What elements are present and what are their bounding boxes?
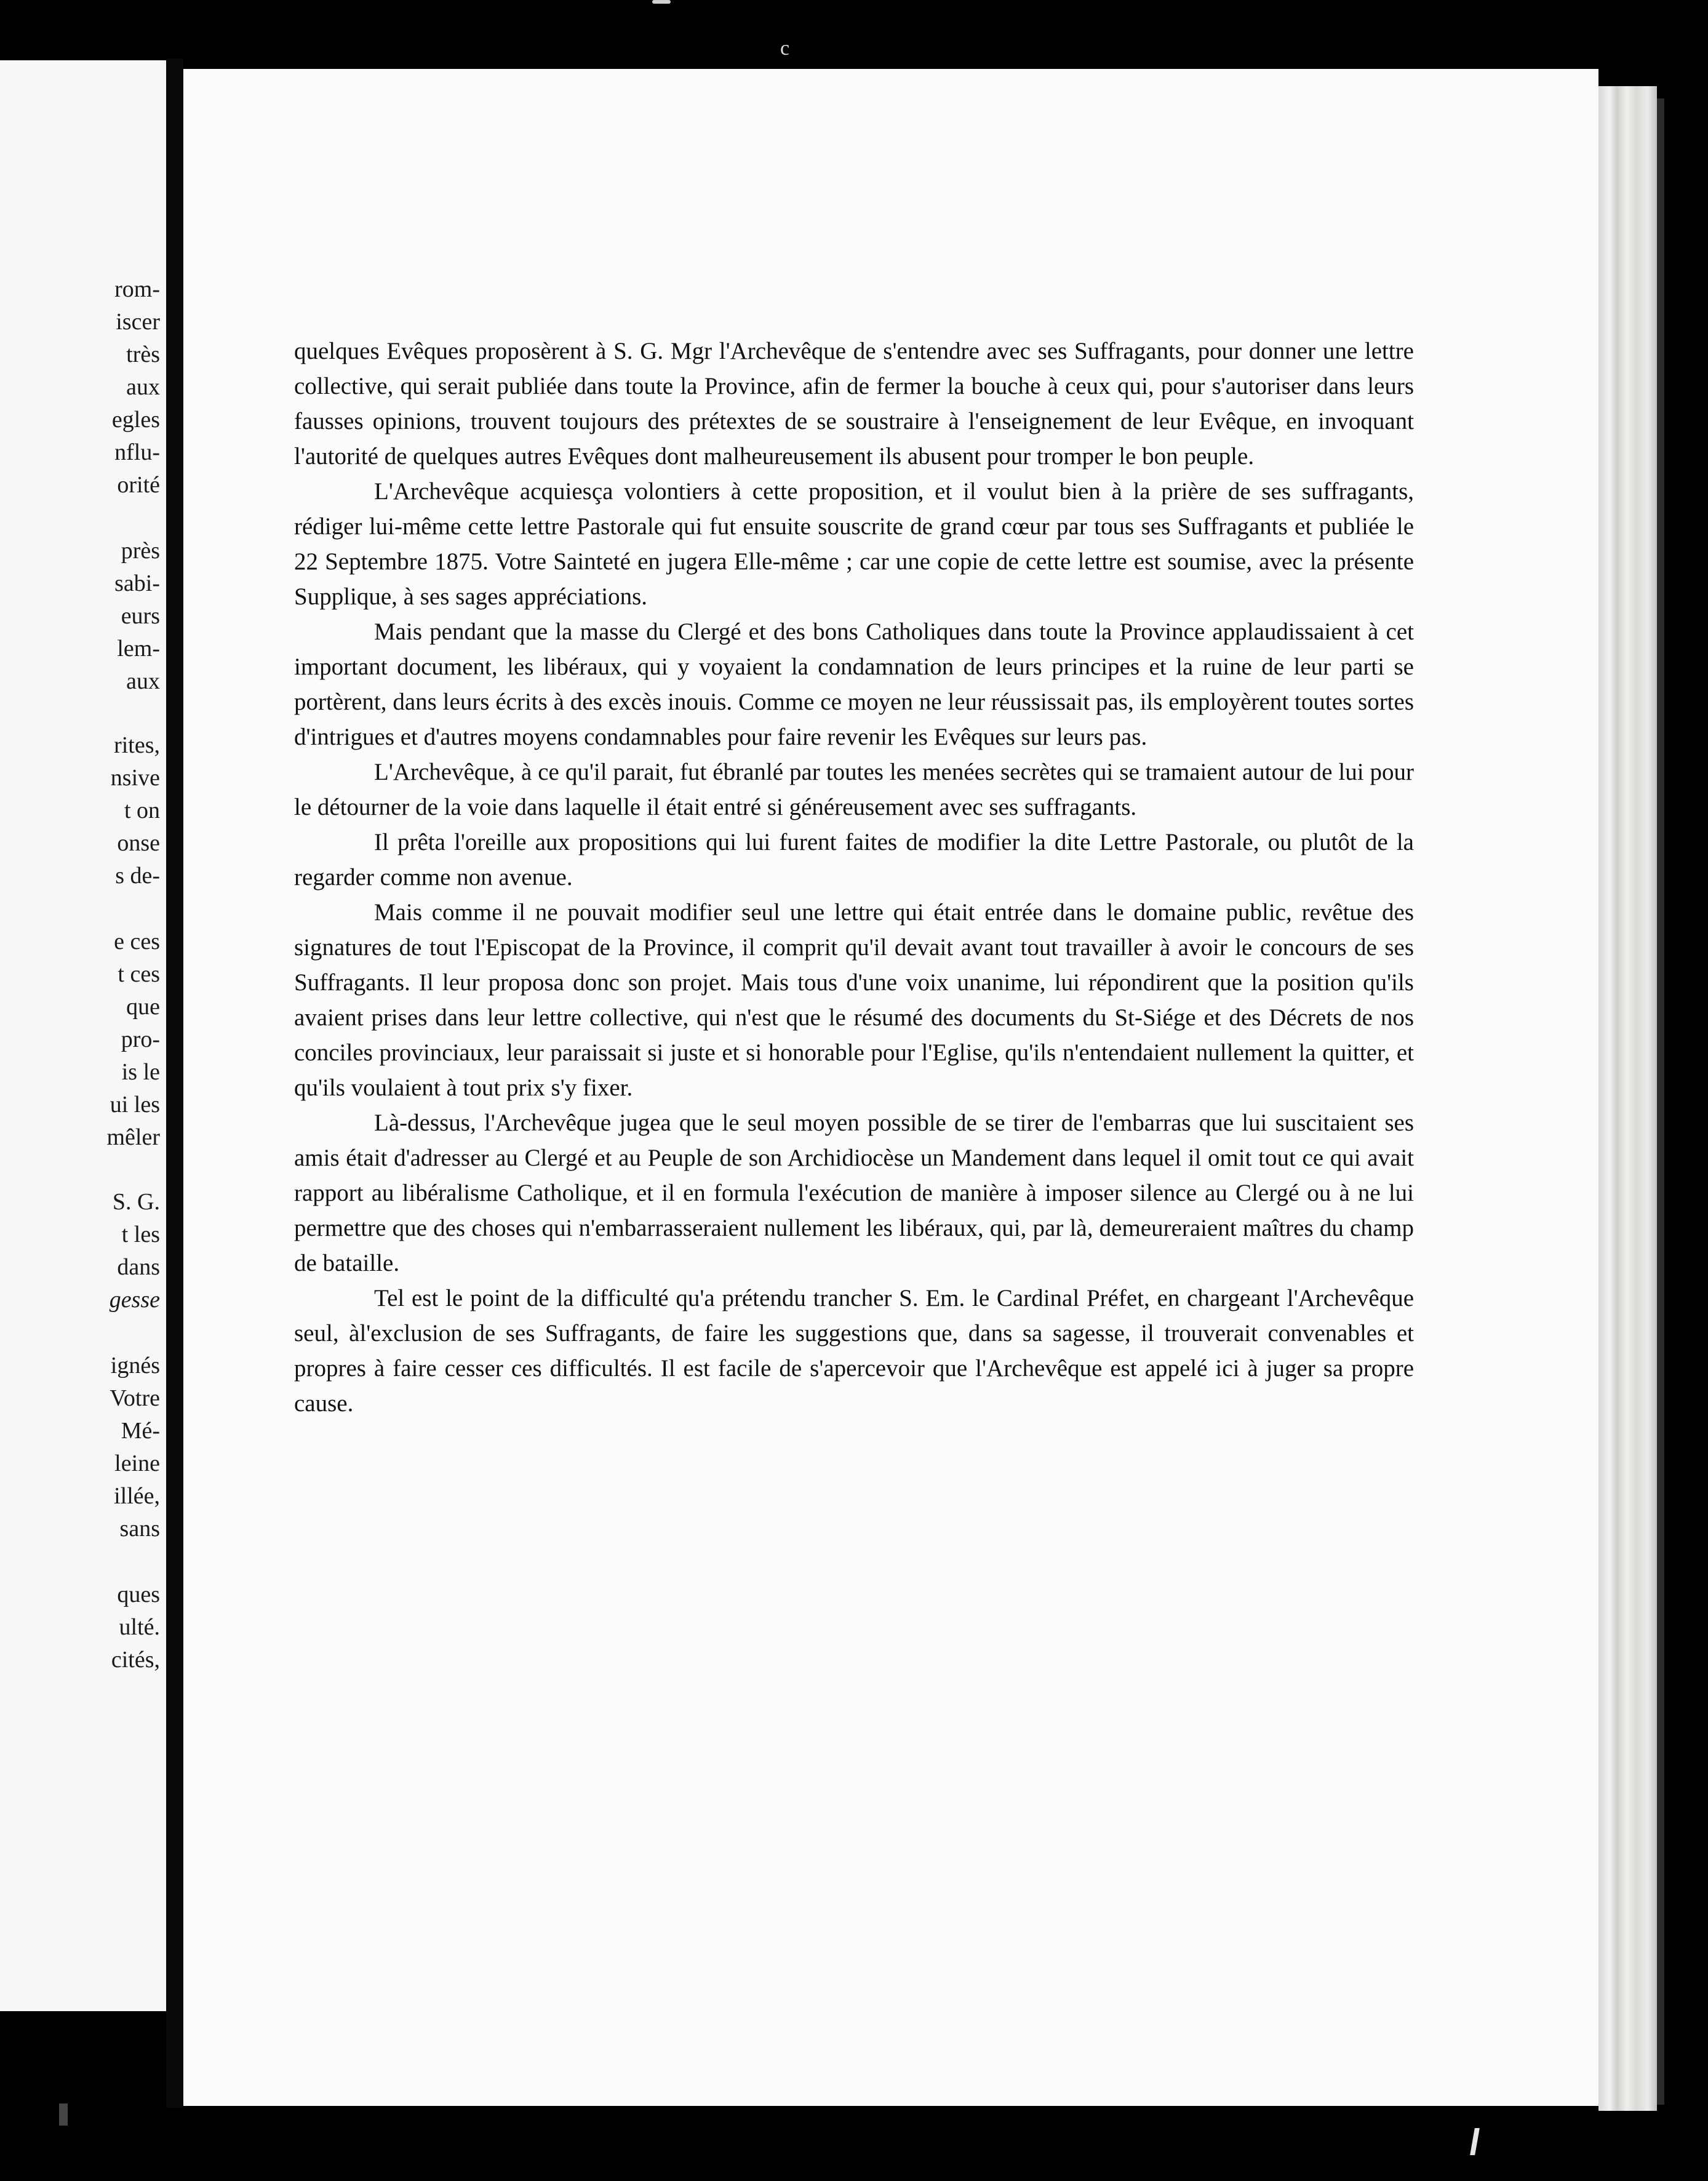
paragraph: Là-dessus, l'Archevêque jugea que le seul moyen possible de se tirer de l'embarras que lui suscitaient ses amis était d'adresser au Clergé et au Peuple de son Archidiocèse un Mandement dans lequel il omit tout ce qui avait rapport au libéralisme Catholique, et il en formula l'exécution de manière à imposer silence au Clergé ou à ne lui permettre que des choses qui n'embarrasseraient nullement les libéraux, qui, par là, demeureraient maîtres du champ de bataille. [294,1110,1414,1276]
left-page-line-fragment: lem- [117,636,160,662]
left-page-line-fragment: leine [114,1451,160,1476]
main-page [183,69,1598,2106]
bottom-margin-mark [1470,2128,1480,2155]
left-page-line-fragment: dans [117,1254,160,1280]
left-page-line-fragment: Mé- [121,1418,160,1444]
left-page-line-fragment: e ces [114,929,160,954]
left-page-line-fragment: is le [121,1059,160,1085]
left-page-line-fragment: gesse [109,1287,160,1313]
left-page-line-fragment: illée, [114,1483,160,1509]
left-page-line-fragment: s de- [115,863,160,889]
left-page-line-fragment: mêler [106,1124,160,1150]
book-gutter [166,58,183,2108]
paragraph: Mais comme il ne pouvait modifier seul une lettre qui était entrée dans le domaine public, revêtue des signatures de tout l'Episcopat de la Province, il comprit qu'il devait avant tout travailler à avoir le concours de ses Suffragants. Il leur proposa donc son projet. Mais tous d'une voix unanime, lui répondirent que la position qu'ils avaient prises dans leur lettre collective, qui n'est que le résumé des documents du St-Siége et des Décrets de nos conciles provinciaux, leur paraissait si juste et si honorable pour l'Eglise, qu'ils n'entendaient nullement la quitter, et qu'ils voulaient à tout prix s'y fixer. [294,899,1414,1101]
left-page-line-fragment: aux [126,374,160,400]
left-page-line-fragment: ignés [110,1353,160,1379]
left-page-line-fragment: que [126,994,160,1020]
paragraph: L'Archevêque, à ce qu'il parait, fut ébranlé par toutes les menées secrètes qui se tramaient autour de lui pour le détourner de la voie dans laquelle il était entré si généreusement avec ses suffragants. [294,759,1414,820]
paragraph: Mais pendant que la masse du Clergé et des bons Catholiques dans toute la Province applaudissaient à cet important document, les libéraux, qui y voyaient la condamnation de leurs principes et la ruine de leur parti se portèrent, dans leurs écrits à des excès inouis. Comme ce moyen ne leur réussissait pas, ils employèrent toutes sortes d'intrigues et d'autres moyens condamnables pour faire revenir les Evêques sur leurs pas. [294,618,1414,750]
left-page-line-fragment: ui les [110,1092,160,1118]
page-edge-shadow [1657,98,1664,2105]
left-page-line-fragment: très [126,342,160,367]
left-bottom-mark [59,2103,68,2126]
top-margin-glyph: c [780,37,790,60]
left-page-line-fragment: onse [117,830,160,856]
left-page-line-fragment: nflu- [114,439,160,465]
paragraph: Tel est le point de la difficulté qu'a prétendu trancher S. Em. le Cardinal Préfet, en chargeant l'Archevêque seul, àl'exclusion de ses Suffragants, de faire les suggestions que, dans sa sagesse, il trouverait convenables et propres à faire cesser ces difficultés. Il est facile de s'apercevoir que l'Archevêque est appelé ici à juger sa propre cause. [294,1285,1414,1417]
left-page-line-fragment: pro- [121,1026,160,1052]
left-page-line-fragment: orité [117,472,160,498]
left-page-line-fragment: t on [124,798,160,823]
left-page-line-fragment: ques [117,1582,160,1607]
left-page-line-fragment: iscer [116,309,160,335]
left-page-line-fragment: sabi- [114,570,160,596]
body-text [294,334,1414,1421]
left-page-line-fragment: egles [111,407,160,433]
left-page-line-fragment: nsive [110,765,160,791]
paragraph: Il prêta l'oreille aux propositions qui lui furent faites de modifier la dite Lettre Pastorale, ou plutôt de la regarder comme non avenue. [294,829,1414,890]
left-page-line-fragment: ulté. [119,1614,160,1640]
left-page-line-fragment: t les [121,1222,160,1247]
left-page-line-fragment: cités, [111,1647,160,1673]
left-page-line-fragment: aux [126,668,160,694]
page-stack-edge [1598,86,1657,2111]
top-margin-mark [652,0,671,4]
paragraph: L'Archevêque acquiesça volontiers à cette proposition, et il voulut bien à la prière de ses suffragants, rédiger lui-même cette lettre Pastorale qui fut ensuite souscrite de grand cœur par tous ses Suffragants et publiée le 22 Septembre 1875. Votre Sainteté en jugera Elle-même ; car une copie de cette lettre est soumise, avec la présente Supplique, à ses sages appréciations. [294,478,1414,610]
left-page-line-fragment: rom- [114,276,160,302]
left-page-line-fragment: sans [119,1516,160,1542]
left-page-line-fragment: S. G. [112,1189,160,1215]
paragraph: quelques Evêques proposèrent à S. G. Mgr l'Archevêque de s'entendre avec ses Suffragants, pour donner une lettre collective, qui serait publiée dans toute la Province, afin de fermer la bouche à ceux qui, pour s'autoriser dans leurs fausses opinions, trouvent toujours des prétextes de se soustraire à l'enseignement de leur Evêque, en invoquant l'autorité de quelques autres Evêques dont malheureusement ils abusent pour tromper le bon peuple. [294,338,1414,470]
left-page-line-fragment: rites, [114,732,160,758]
left-page-line-fragment: eurs [121,603,160,629]
left-page-line-fragment: près [121,538,160,564]
left-facing-page [0,60,166,2011]
left-page-line-fragment: Votre [110,1385,160,1411]
left-page-line-fragment: t ces [118,961,160,987]
